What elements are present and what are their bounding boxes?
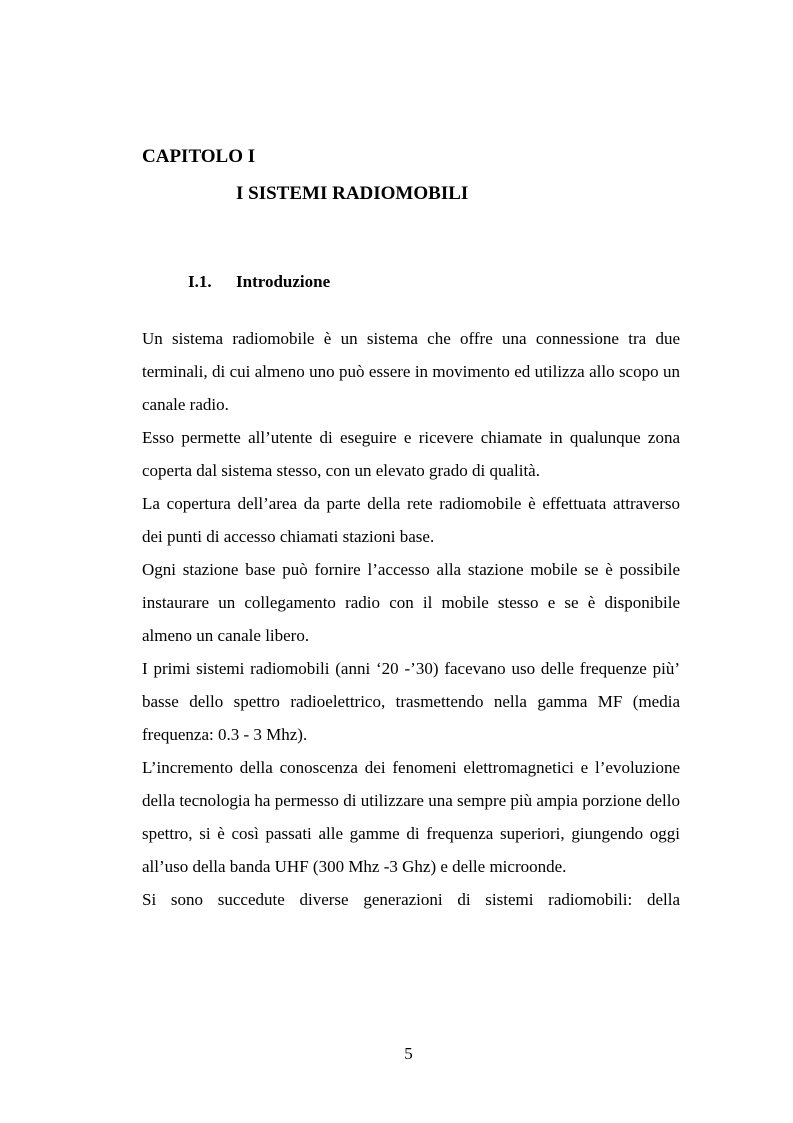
paragraph: L’incremento della conoscenza dei fenomeni elettromagnetici e l’evoluzione della tecnologia ha permesso di utilizzare una sempre più ampia porzione dello spettro, si è così passati alle gamme di frequenza superiori, giungendo oggi all’uso della banda UHF (300 Mhz -3 Ghz) e delle microonde. [142, 758, 680, 876]
chapter-label: CAPITOLO I [142, 146, 256, 167]
page-number: 5 [404, 1044, 413, 1063]
paragraph: Un sistema radiomobile è un sistema che offre una connessione tra due terminali, di cui almeno uno può essere in movimento ed utilizza allo scopo un canale radio. [142, 329, 680, 414]
paragraph: La copertura dell’area da parte della rete radiomobile è effettuata attraverso dei punti di accesso chiamati stazioni base. [142, 494, 680, 546]
section-heading [188, 270, 330, 294]
body-text [142, 322, 680, 916]
paragraph: Ogni stazione base può fornire l’accesso alla stazione mobile se è possibile instaurare un collegamento radio con il mobile stesso e se è disponibile almeno un canale libero. [142, 560, 680, 645]
section-title: Introduzione [236, 272, 331, 291]
paragraph-last: Si sono succedute diverse generazioni di sistemi radiomobili: della [142, 890, 680, 909]
paragraph: I primi sistemi radiomobili (anni ‘20 -’30) facevano uso delle frequenze più’ basse dello spettro radioelettrico, trasmettendo nella gamma MF (media frequenza: 0.3 - 3 Mhz). [142, 659, 680, 744]
paragraph: Esso permette all’utente di eseguire e ricevere chiamate in qualunque zona coperta dal sistema stesso, con un elevato grado di qualità. [142, 428, 680, 480]
section-number: I.1. [188, 272, 212, 291]
chapter-title: I SISTEMI RADIOMOBILI [236, 183, 469, 204]
